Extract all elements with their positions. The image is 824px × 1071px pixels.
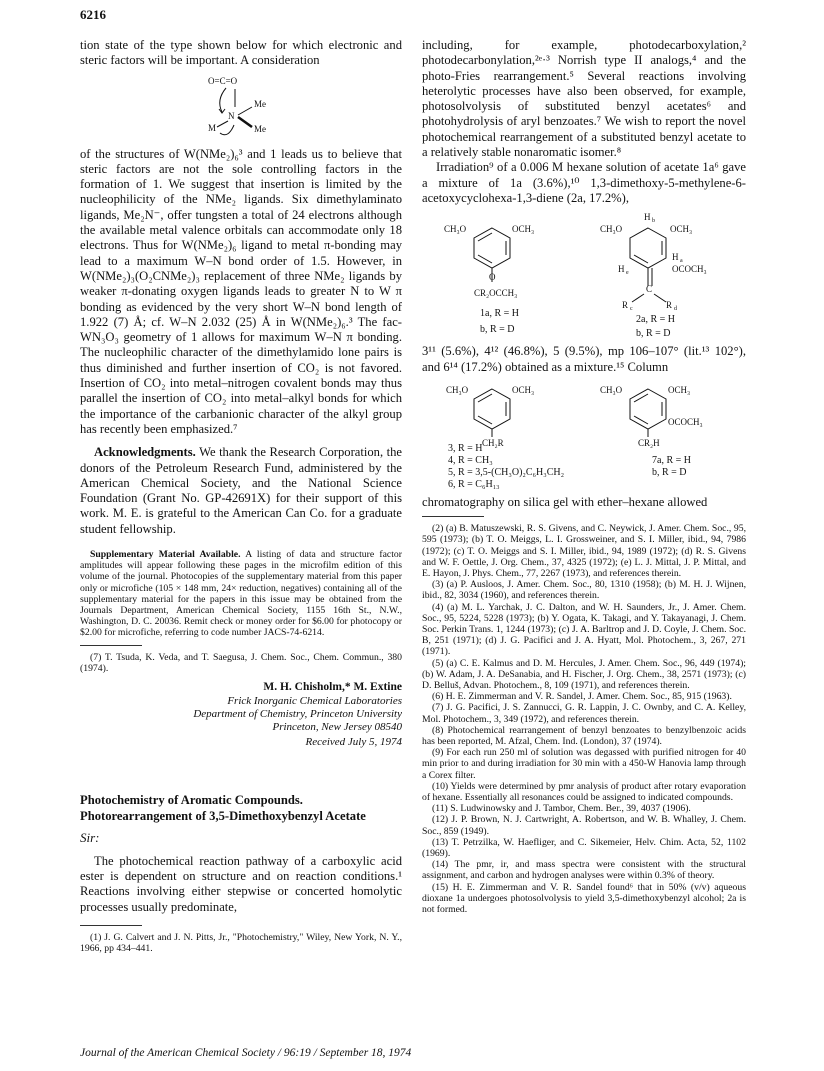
s2-rc-sub: c [630,306,633,313]
left-column [80,38,402,954]
s3-label-5: 5, R = 3,5-(CH₃O)₂C₆H₃CH₂ [448,466,565,478]
s3-label-4: 4, R = CH₃ [448,454,493,466]
s2-och3-right: OCH₃ [670,224,693,235]
received-date: Received July 5, 1974 [305,736,402,749]
affiliation-1: Frick Inorganic Chemical Laboratories [227,695,402,708]
footnote-item: (8) Photochemical rearrangement of benzyl benzoates to benzylbenzoic acids has been reported, M. Afzal, Chem. Ind. (London), 37 (1974). [422,724,746,748]
s1-oxygen: O [489,272,496,283]
s2-och3-left: CH₃O [600,224,623,235]
insertion-scheme [80,73,402,143]
acknowledgments [80,445,402,537]
s2-ha-sub: a [680,258,683,265]
s1-label-a: 1a, R = H [480,308,519,320]
s3-och3-right: OCH₃ [512,384,535,395]
footnote-item: (15) H. E. Zimmerman and V. R. Sandel found⁶ that in 50% (v/v) aqueous dioxane 1a undergoes photosolvolysis to yield 3,5-dimethoxybenzyl alcohol; 2a is not formed. [422,881,746,916]
footnote-item: (13) T. Petrzilka, W. Haefliger, and C. Sikemeier, Helv. Chim. Acta, 52, 1102 (1969). [422,836,746,860]
s3-ch2r: CH₂R [482,437,504,448]
acknowledgments-heading: Acknowledgments. [94,445,196,460]
s2-oac: OCOCH₃ [672,264,707,275]
s2-rd-sub: d [674,306,677,313]
supplementary-material [80,549,402,639]
s3-och3-left: CH₃O [446,384,469,395]
footnote-item: (12) J. P. Brown, N. J. Cartwright, A. Robertson, and W. B. Whalley, J. Chem. Soc., 859 (1949). [422,814,746,837]
footnote-item: (4) (a) M. L. Yarchak, J. C. Dalton, and W. H. Saunders, Jr., J. Amer. Chem. Soc., 95, 5224, 5228 (1973); (b) Y. Ogata, K. Takagi, and Y. Takayanagi, J. Chem. Soc. Perkin Trans. 1, 1244 (1973); (c) J. A. Barltrop and J. D. Coyle, J. Chem. Soc. B, 251 (1971); (d) J. G. Pacifici and J. A. Hyatt, Mol. Photochem., 3, 267, 271 (1971). [422,601,746,658]
supplementary-text: A listing of data and structure factor amplitudes will appear following these pages in the microfilm edition of this volume of the journal. Photocopies of the supplementary material from this paper only or microfiche (105 × 148 mm, 24× reduction, negatives) containing all of the supplementary material for the papers in this issue may be obtained from the Journals Department, American Chemical Society, 1155 16th St., N.W., Washington, D. C. 20036. Remit check or money order for $6.00 for photocopy or $2.00 for microfiche, referring to code number JACS-74-6214. [80,549,402,639]
footnote-item: (6) H. E. Zimmerman and V. R. Sandel, J. Amer. Chem. Soc., 85, 915 (1963). [432,691,732,703]
s2-label-b: b, R = D [636,328,671,340]
s2-he: H [618,264,625,275]
left-paragraph-2: of the structures of W(NMe₂)₆³ and 1 leads us to believe that steric factors are not the sole controlling factors in the formation of 1. We suggest that insertion is limited by the nucleophilicity of the NMe₂ ligands. Six dimethylaminato ligands, Me₂N⁻, offer tungsten a total of 24 electrons although the available metal valence orbitals can accommodate only 18 electrons. Thus for W(NMe₂)₆ ligand to metal π-bonding may lead to a maximum W–N bond order of 1.5. However, in W(NMe₂)₃(O₂CNMe₂)₃ replacement of three NMe₂ ligands by weaker π-donating oxygen ligands leads to greater N to W π bonding as evidenced by the very short W–N bond length of 1.922 (7) Å; cf. W–N 2.032 (25) Å in W(NMe₂)₆.³ The fac-WN₃O₃ geometry of 1 allows for maximum W–N π bonding. The nucleophilic character of the dimethylamido lone pairs is thus diminished and further insertion of CO₂ is not favored. Insertion of CO₂ into metal–nitrogen covalent bonds may thus parallel the insertion of CO₂ into metal–alkyl bonds for which the importance of the carbanionic character of the alkyl group has recently been emphasized.⁷ [80,146,402,436]
journal-footer: Journal of the American Chemical Society / 96:19 / September 18, 1974 [80,1047,412,1059]
footnote-item: (11) S. Ludwinowsky and J. Tambor, Chem. Ber., 39, 4037 (1906). [432,803,691,815]
s3-label-3: 3, R = H [448,442,483,454]
structures-1-2 [422,210,746,340]
affiliation-3: Princeton, New Jersey 08540 [272,721,402,734]
footnote-item: (3) (a) P. Ausloos, J. Amer. Chem. Soc., 80, 1310 (1958); (b) M. H. J. Wijnen, ibid., 82, 3034 (1960), and references therein. [422,579,746,602]
s2-hb: H [644,212,651,223]
s1-ester: CR₂OCCH₃ [474,288,518,299]
acknowledgments-text: We thank the Research Corporation, the donors of the Petroleum Research Fund, administered by the American Chemical Society, and the National Science Foundation (Grant No. GP-42691X) for their support of this work. M. E. is grateful to the American Can Co. for a graduate student fellowship. [80,445,402,536]
affiliation-2: Department of Chemistry, Princeton University [193,708,402,721]
s2-he-sub: e [626,270,629,277]
article-title-line-2: Photorearrangement of 3,5-Dimethoxybenzyl Acetate [80,808,366,823]
s4-och3-right: OCH₃ [668,384,691,395]
nitrogen-label: N [228,110,235,121]
footnote-item: (9) For each run 250 ml of solution was degassed with purified nitrogen for 40 min prior to and during irradiation for 30 min with a 450-W Hanovia lamp through a Corex filter. [422,747,746,781]
authors: M. H. Chisholm,* M. Extine [263,681,402,694]
footnote-item: (5) (a) C. E. Kalmus and D. M. Hercules, J. Amer. Chem. Soc., 96, 449 (1974); (b) W. Adam, J. A. DeSanabia, and H. Fischer, J. Org. Chem., 38, 2571 (1973); (c) D. Belluš, Advan. Photochem., 8, 109 (1971), and references therein. [422,657,746,691]
s4-label-b: b, R = D [652,466,687,478]
s1-label-b: b, R = D [480,324,515,336]
page-number: 6216 [80,7,106,22]
article-title [80,793,402,824]
right-paragraph-3: 3¹¹ (5.6%), 4¹² (46.8%), 5 (9.5%), mp 106–107° (lit.¹³ 102°), and 6¹⁴ (17.2%) obtained as a mixture.¹⁵ Column [422,344,746,374]
structures-3-7 [422,379,746,491]
right-paragraph-4: chromatography on silica gel with ether–hexane allowed [422,494,708,509]
s4-cr2h: CR₂H [638,437,660,448]
s4-oac: OCOCH₃ [668,416,703,427]
methyl-2-label: Me [254,123,266,134]
right-footnote-rule [422,516,484,517]
supplementary-heading: Supplementary Material Available. [90,549,241,561]
s2-ha: H [672,252,679,263]
footnote-item: (7) J. G. Pacifici, J. S. Zannucci, G. R. Lappin, J. C. Ownby, and C. A. Kelley, Mol. Photochem., 3, 349 (1972), and references therein. [422,702,746,725]
footnote-item: (10) Yields were determined by pmr analysis of product after rotary evaporation of hexane. Essentially all resonances could be assigned to indicated compounds. [422,780,746,804]
footnote-list [422,523,746,915]
footnote-7: (7) T. Tsuda, K. Veda, and T. Saegusa, J. Chem. Soc., Chem. Commun., 380 (1974). [80,651,402,674]
co2-label: O=C=O [208,75,238,86]
metal-label: M [208,122,217,133]
s2-c: C [646,284,653,295]
right-paragraph-1: including, for example, photodecarboxylation,² photodecarbonylation,²ᵉ·³ Norrish type II analogs,⁴ and the photo-Fries rearrangement.⁵ Several reactions involving heterolytic processes have also been observed, for example, photosolvolysis of substituted benzyl acetates⁶ and photohydrolysis of aryl benzoates.⁷ We wish to report the novel photochemical rearrangement of a substituted benzyl acetate to a relatively stable nonaromatic isomer.⁸ [422,38,746,160]
s2-hb-sub: b [652,218,655,225]
left-paragraph-1: tion state of the type shown below for which electronic and steric factors will be important. A consideration [80,38,402,68]
s1-och3-left: CH₃O [444,224,467,235]
s2-label-a: 2a, R = H [636,314,675,326]
s3-label-6: 6, R = C₆H₁₃ [448,478,500,490]
s4-och3-left: CH₃O [600,384,623,395]
methyl-1-label: Me [254,98,266,109]
salutation: Sir: [80,830,100,846]
footnote-item: (2) (a) B. Matuszewski, R. S. Givens, and C. Neywick, J. Amer. Chem. Soc., 95, 595 (1973); (b) T. O. Meiggs, L. I. Grossweiner, and S. I. Miller, ibid., 94, 7986 (1972); (c) T. O. Meiggs and S. I. Miller, ibid., 94, 1989 (1972); (d) R. S. Givens and W. F. Oettle, J. Org. Chem., 37, 4325 (1972); (e) L. J. Mittal, J. P. Mittal, and E. Hayon, J. Phys. Chem., 77, 2267 (1973), and references therein. [422,523,746,579]
s4-label-a: 7a, R = H [652,454,691,466]
s2-rc: R [622,300,629,311]
footnote-rule [80,645,142,646]
s2-rd: R [666,300,673,311]
s1-och3-right: OCH₃ [512,224,535,235]
left-paragraph-3: The photochemical reaction pathway of a carboxylic acid ester is dependent on structure and on reaction conditions.¹ Reactions involving either stepwise or concerted homolytic processes usually predominate, [80,853,402,914]
article-title-line-1: Photochemistry of Aromatic Compounds. [80,793,303,808]
right-column [422,38,746,915]
right-paragraph-2: Irradiation⁹ of a 0.006 M hexane solution of acetate 1a⁶ gave a mixture of 1a (3.6%),¹⁰ 1,3-dimethoxy-5-methylene-6-acetoxycyclohexa-1,3-diene (2a, 17.2%), [422,160,746,205]
footnote-rule-2 [80,925,142,926]
footnote-item: (14) The pmr, ir, and mass spectra were consistent with the structural assignment, and carbon and hydrogen analyses were within 0.3% of theory. [422,859,746,882]
footnote-1: (1) J. G. Calvert and J. N. Pitts, Jr., "Photochemistry," Wiley, New York, N. Y., 1966, pp 434–441. [80,931,402,955]
